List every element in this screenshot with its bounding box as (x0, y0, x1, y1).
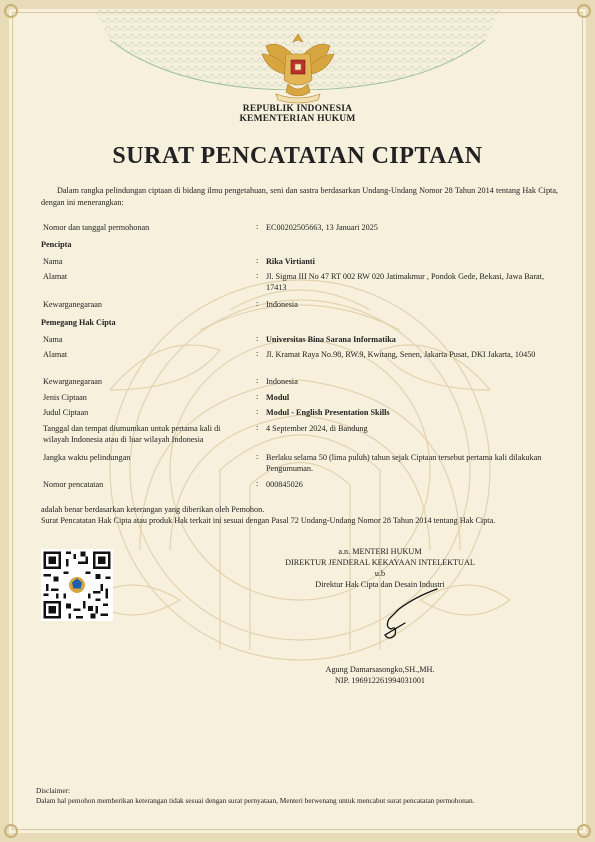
colon: : (256, 349, 259, 358)
creator-heading: Pencipta (41, 240, 72, 249)
work-type: Modul (266, 393, 290, 402)
holder-citizenship-label: Kewarganegaraan (43, 377, 102, 386)
corner-ornament (4, 4, 18, 18)
application-label: Nomor dan tanggal permohonan (43, 223, 150, 232)
work-title-label: Judul Ciptaan (43, 408, 89, 417)
disclaimer-text: Dalam hal pemohon memberikan keterangan tidak sesuai dengan surat pernyataan, Menteri berwenang untuk mencabut surat pencatatan permohonan. (36, 796, 475, 805)
signatory-name: Agung Damarsasongko,SH.,MH. (325, 665, 435, 674)
signature-line-ub: u.b (374, 569, 386, 578)
header-republic: REPUBLIK INDONESIA (242, 104, 353, 114)
corner-ornament (577, 4, 591, 18)
work-term: Berlaku selama 50 (lima puluh) tahun sejak Ciptaan tersebut pertama kali dilakukan Pengumuman. (266, 453, 542, 473)
creator-address-label: Alamat (43, 272, 68, 281)
record-number: 000845026 (266, 480, 303, 489)
colon: : (256, 299, 259, 308)
garuda-emblem-icon (258, 28, 338, 106)
creator-citizenship-label: Kewarganegaraan (43, 300, 102, 309)
colon: : (256, 392, 259, 401)
work-term-label: Jangka waktu pelindungan (43, 453, 131, 462)
holder-citizenship: Indonesia (266, 377, 298, 386)
signature-line-minister: a.n. MENTERI HUKUM (338, 547, 422, 556)
work-published: 4 September 2024, di Bandung (266, 424, 368, 433)
colon: : (256, 479, 259, 488)
work-type-label: Jenis Ciptaan (43, 393, 87, 402)
intro-paragraph: Dalam rangka pelindungan ciptaan di bidang ilmu pengetahuan, seni dan sastra berdasarkan Undang-Undang Nomor 28 Tahun 2014 tentang Hak Cipta, dengan ini menerangkan: (41, 186, 558, 207)
holder-name-label: Nama (43, 335, 63, 344)
holder-name: Universitas Bina Sarana Informatika (266, 335, 396, 344)
holder-address: Jl. Kramat Raya No.98, RW.9, Kwitang, Senen, Jakarta Pusat, DKI Jakarta, 10450 (266, 350, 536, 359)
creator-citizenship: Indonesia (266, 300, 298, 309)
work-title: Modul - English Presentation Skills (266, 408, 390, 417)
colon: : (256, 256, 259, 265)
closing-legal-note: Surat Pencatatan Hak Cipta atau produk Hak terkait ini sesuai dengan Pasal 72 Undang-Undang Nomor 28 Tahun 2014 tentang Hak Cipta. (41, 516, 496, 525)
signatory-nip: NIP. 196912261994031001 (334, 676, 426, 685)
application-value: EC00202505663, 13 Januari 2025 (266, 223, 378, 232)
signature-line-director: Direktur Hak Cipta dan Desain Industri (315, 580, 445, 589)
handwritten-signature-icon (375, 585, 450, 645)
colon: : (256, 271, 259, 280)
page-title: SURAT PENCATATAN CIPTAAN (112, 143, 483, 169)
colon: : (256, 407, 259, 416)
qr-code-icon (41, 549, 113, 621)
holder-heading: Pemegang Hak Cipta (41, 318, 116, 327)
record-number-label: Nomor pencatatan (43, 480, 104, 489)
inner-border (12, 12, 583, 830)
colon: : (256, 334, 259, 343)
colon: : (256, 423, 259, 432)
header-ministry: KEMENTERIAN HUKUM (239, 114, 356, 124)
corner-ornament (4, 824, 18, 838)
creator-name: Rika Virtianti (266, 257, 315, 266)
work-published-label: Tanggal dan tempat diumumkan untuk pertama kali di wilayah Indonesia atau di luar wilayah Indonesia (43, 424, 221, 444)
signature-line-director-general: DIREKTUR JENDERAL KEKAYAAN INTELEKTUAL (285, 558, 475, 567)
creator-address: Jl. Sigma III No 47 RT 002 RW 020 Jatimakmur , Pondok Gede, Bekasi, Jawa Barat, 17413 (266, 272, 545, 292)
corner-ornament (577, 824, 591, 838)
disclaimer-heading: Disclaimer: (36, 786, 71, 795)
colon: : (256, 222, 259, 231)
creator-name-label: Nama (43, 257, 63, 266)
colon: : (256, 376, 259, 385)
colon: : (256, 452, 259, 461)
holder-address-label: Alamat (43, 350, 68, 359)
closing-statement: adalah benar berdasarkan keterangan yang diberikan oleh Pemohon. (41, 505, 265, 514)
